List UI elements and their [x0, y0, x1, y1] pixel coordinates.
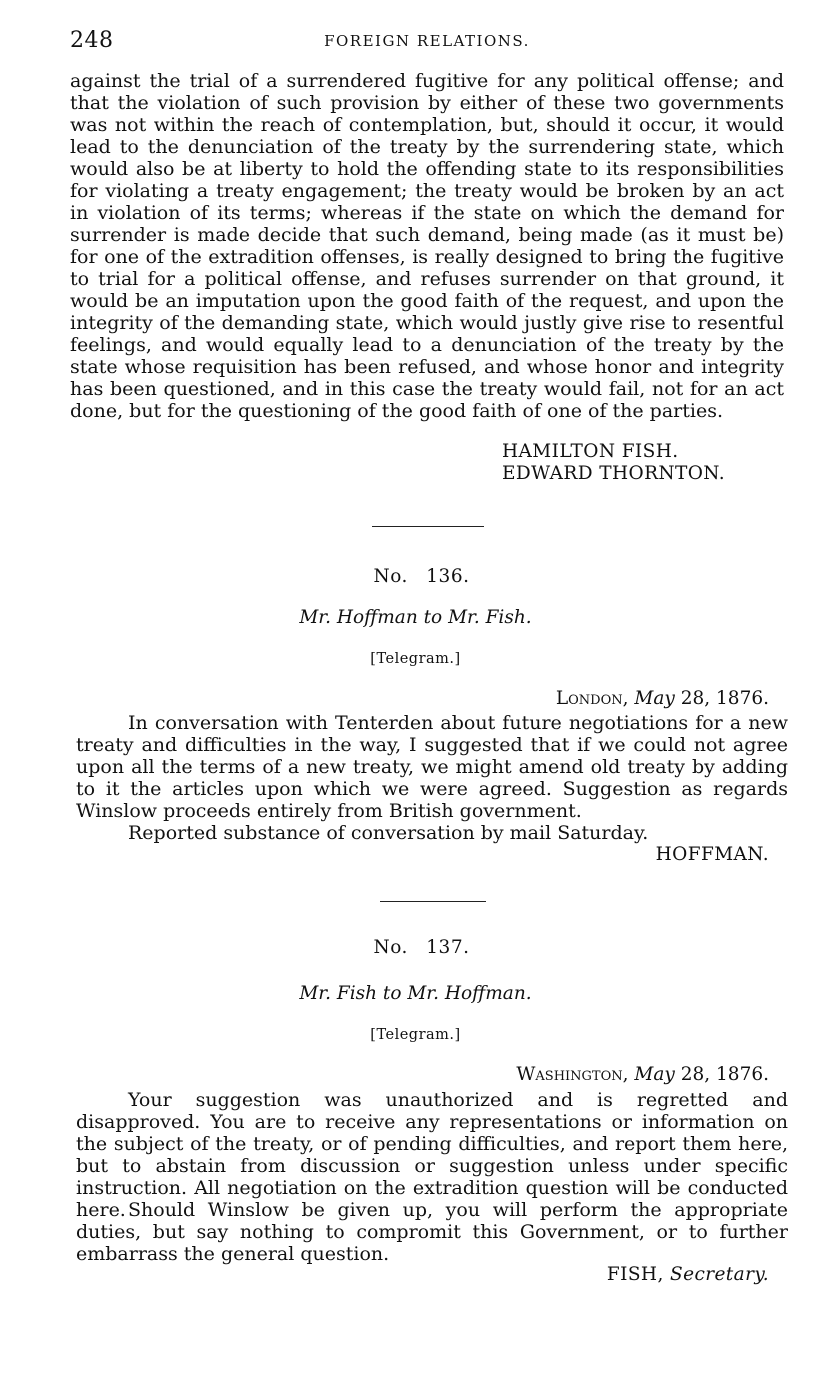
document-137-signature	[607, 1264, 769, 1286]
document-136-signature: HOFFMAN.	[655, 844, 769, 865]
signatory-2: EDWARD THORNTON.	[502, 463, 725, 484]
signature-title: Secretary.	[670, 1264, 769, 1285]
dateline-day-year: 28, 1876.	[680, 1064, 769, 1085]
document-number-137	[0, 937, 831, 958]
page-header	[70, 28, 784, 54]
running-head: FOREIGN RELATIONS.	[324, 32, 530, 50]
page-number: 248	[70, 28, 114, 53]
opening-paragraph: against the trial of a surrendered fugitive for any political offense; and that the violation of such provision by either of these two governments was not within the reach of contemplation, but, should it occur, it would lead to the denunciation of the treaty by the surrendering state, which would also be at liberty to hold the offending state to its responsibilities for violating a treaty engagement; the treaty would be broken by an act in violation of its terms; whereas if the state on which the demand for surrender is made decide that such demand, being made (as it must be) for one of the extradition offenses, is really designed to bring the fugitive to trial for a political offense, and refuses surrender on that ground, it would be an imputation upon the good faith of the request, and upon the integrity of the demanding state, which would justly give rise to resentful feelings, and would equally lead to a denunciation of the treaty by the state whose requisition has been refused, and whose honor and integrity has been questioned, and in this case the treaty would fail, not for an act done, but for the questioning of the good faith of one of the parties.	[70, 70, 784, 422]
section-divider	[380, 901, 486, 902]
document-137-paragraph-2: Should Winslow be given up, you will perform the appropriate duties, but say nothing to compromit this Government, or to further embarrass the general question.	[76, 1199, 788, 1265]
dateline-day-year: 28, 1876.	[680, 688, 769, 709]
dateline-137	[516, 1064, 769, 1085]
document-number-value: 137.	[426, 937, 470, 958]
document-number-label: No.	[373, 566, 408, 587]
document-note-136: [Telegram.]	[370, 651, 461, 667]
signature-name: FISH,	[606, 1264, 664, 1285]
document-136-paragraph-1: In conversation with Tenterden about future negotiations for a new treaty and difficulties in the way, I suggested that if we could not agree upon all the terms of a new treaty, we might amend old treaty by adding to it the articles upon which we were agreed. Suggestion as regards Winslow proceeds entirely from British government.	[76, 712, 788, 822]
document-number-136	[0, 566, 831, 587]
dateline-136	[556, 688, 769, 709]
document-136-paragraph-2: Reported substance of conversation by mail Saturday.	[128, 822, 649, 844]
document-note-137: [Telegram.]	[370, 1027, 461, 1043]
dateline-place: Washington,	[516, 1064, 629, 1085]
document-subject-137: Mr. Fish to Mr. Hoffman.	[299, 983, 532, 1004]
document-number-value: 136.	[426, 566, 470, 587]
document-number-label: No.	[373, 937, 408, 958]
dateline-month: May	[634, 1064, 675, 1085]
signatory-1: HAMILTON FISH.	[502, 441, 679, 462]
dateline-month: May	[634, 688, 675, 709]
dateline-place: London,	[555, 688, 629, 709]
document-subject-136: Mr. Hoffman to Mr. Fish.	[299, 607, 532, 628]
section-divider	[372, 526, 484, 527]
document-137-paragraph-1: Your suggestion was unauthorized and is regretted and disapproved. You are to receive any representations or information on the subject of the treaty, or of pending difficulties, and report them here, but to abstain from discussion or suggestion unless under specific instruction. All negotiation on the extradition question will be conducted here.	[76, 1089, 788, 1221]
